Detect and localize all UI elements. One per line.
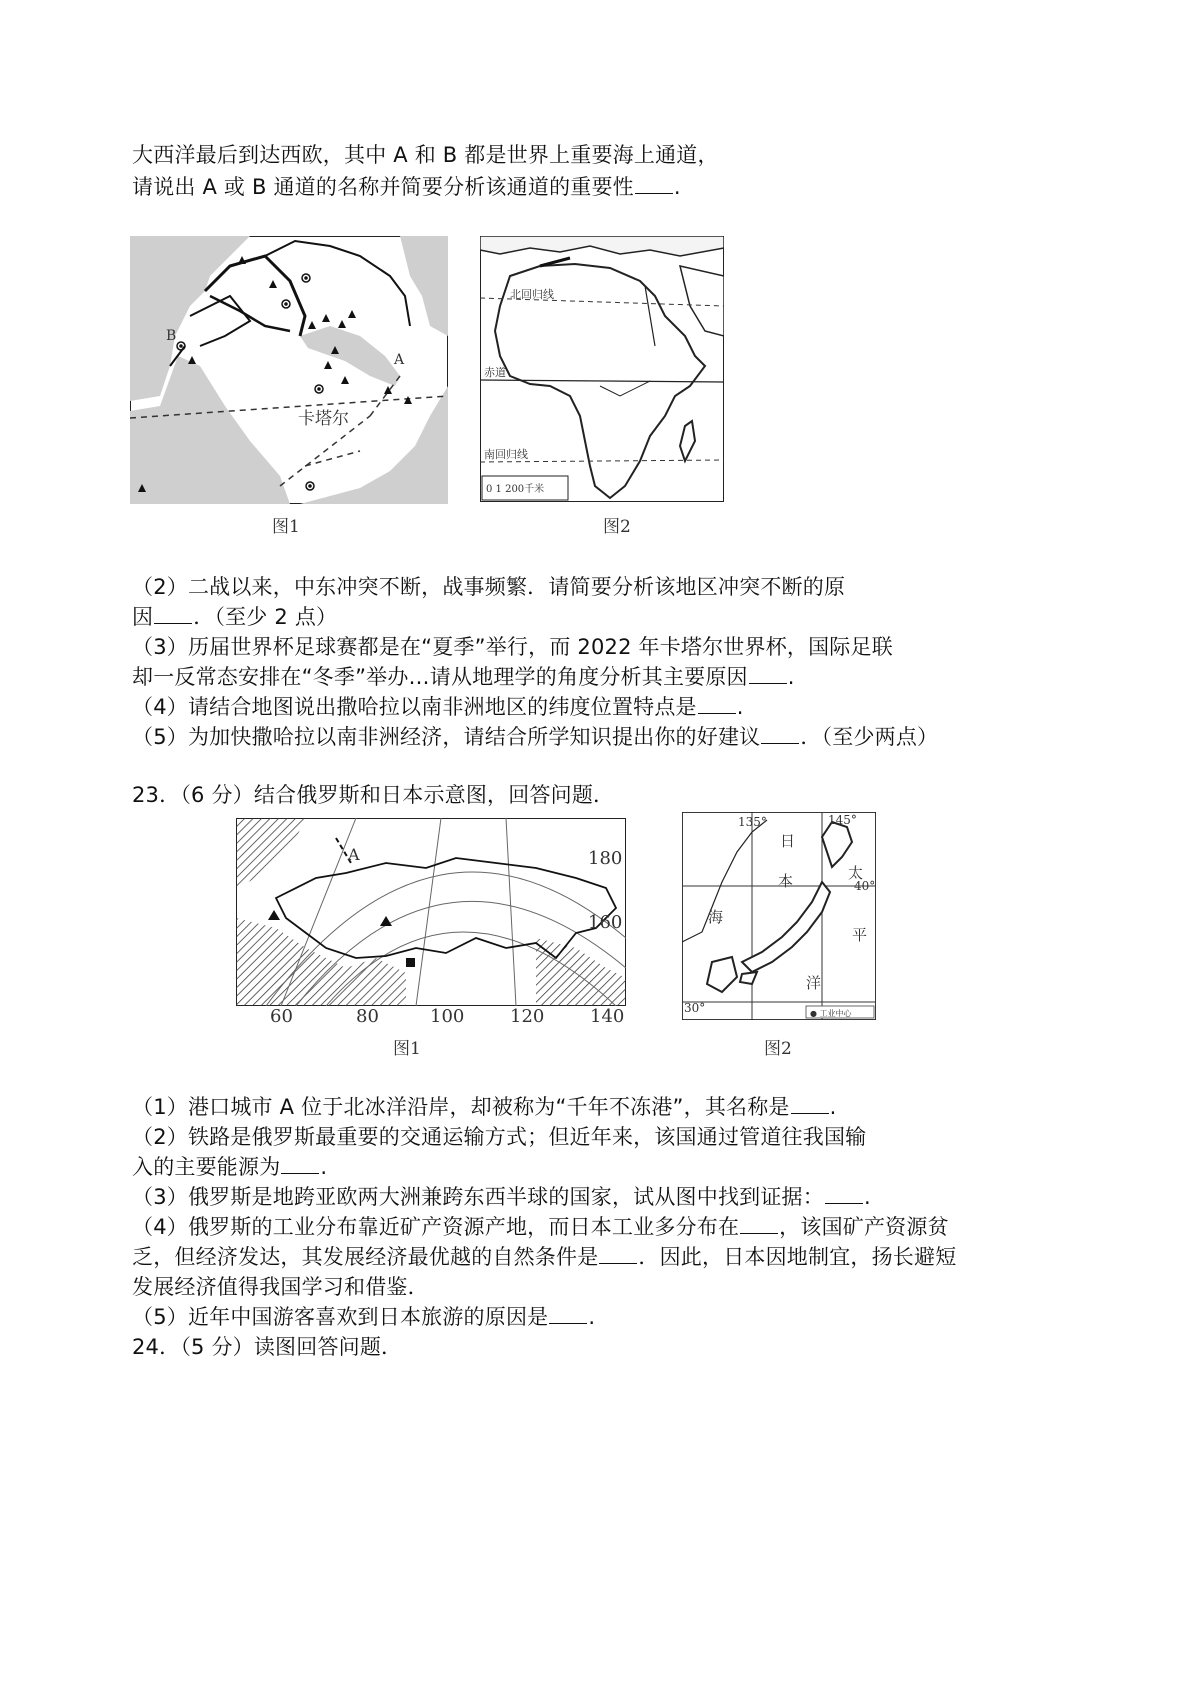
- q23-4-line2: 乏，但经济发达，其发展经济最优越的自然条件是 ．因此，日本因地制宜，扬长避短: [132, 1245, 957, 1269]
- japan-map: [682, 812, 876, 1020]
- label-a: A: [348, 845, 360, 864]
- label-tropic-capricorn: 南回归线: [484, 448, 528, 461]
- sea-char-0: 日: [780, 832, 796, 850]
- fig-japan-caption: 图2: [764, 1039, 792, 1059]
- answer-blank[interactable]: [761, 725, 799, 744]
- answer-blank[interactable]: [549, 1305, 587, 1324]
- ocean-char-1: 平: [852, 926, 868, 944]
- q22-4: （4）请结合地图说出撒哈拉以南非洲地区的纬度位置特点是 .: [132, 695, 744, 719]
- mideast-map: [130, 236, 448, 504]
- answer-blank[interactable]: [281, 1155, 319, 1174]
- label-a: A: [394, 352, 405, 368]
- q23-4-line1: （4）俄罗斯的工业分布靠近矿产资源产地，而日本工业多分布在 ，该国矿产资源贫: [132, 1215, 949, 1239]
- q22-intro-line1: 大西洋最后到达西欧，其中 A 和 B 都是世界上重要海上通道，: [132, 143, 719, 167]
- russia-axis-bottom: [236, 1006, 636, 1030]
- label-equator: 赤道: [484, 366, 506, 379]
- axis-tick: 80: [356, 1006, 379, 1027]
- axis-right-0: 180: [588, 848, 623, 869]
- q23-title: 23．（6 分）结合俄罗斯和日本示意图，回答问题．: [132, 783, 615, 807]
- africa-map: [480, 236, 724, 502]
- answer-blank[interactable]: [698, 695, 736, 714]
- fig-mideast-caption: 图1: [272, 517, 300, 537]
- answer-blank[interactable]: [635, 175, 673, 194]
- lat-30: 30°: [684, 1001, 706, 1015]
- q23-3: （3）俄罗斯是地跨亚欧两大洲兼跨东西半球的国家，试从图中找到证据： .: [132, 1185, 871, 1209]
- q23-5: （5）近年中国游客喜欢到日本旅游的原因是 .: [132, 1305, 596, 1329]
- q23-4-line3: 发展经济值得我国学习和借鉴．: [132, 1275, 429, 1299]
- q22-5: （5）为加快撒哈拉以南非洲经济，请结合所学知识提出你的好建议 ．（至少两点）: [132, 725, 939, 749]
- q22-2-line2: 因 ．（至少 2 点）: [132, 605, 338, 629]
- answer-blank[interactable]: [599, 1245, 637, 1264]
- russia-map: [236, 818, 626, 1006]
- q23-2-line2: 入的主要能源为 .: [132, 1155, 328, 1179]
- axis-tick: 120: [510, 1006, 545, 1027]
- q23-2-line1: （2）铁路是俄罗斯最重要的交通运输方式；但近年来，该国通过管道往我国输: [132, 1125, 867, 1149]
- q22-3-line2: 却一反常态安排在“冬季”举办…请从地理学的角度分析其主要原因 .: [132, 665, 795, 689]
- lon-145: 145°: [828, 813, 857, 827]
- scale-bar: 0 1 200千米: [486, 484, 545, 495]
- axis-tick: 60: [270, 1006, 293, 1027]
- q23-1: （1）港口城市 A 位于北冰洋沿岸，却被称为“千年不冻港”，其名称是 .: [132, 1095, 837, 1119]
- answer-blank[interactable]: [740, 1215, 778, 1234]
- answer-blank[interactable]: [825, 1185, 863, 1204]
- legend-industry-center: ● 工业中心: [810, 1009, 852, 1018]
- axis-right-1: 160: [588, 912, 623, 933]
- lon-135: 135°: [738, 815, 767, 829]
- lat-40: 40°: [854, 879, 876, 893]
- axis-tick: 140: [590, 1006, 625, 1027]
- label-b: B: [166, 328, 177, 344]
- answer-blank[interactable]: [749, 665, 787, 684]
- q22-2-line1: （2）二战以来，中东冲突不断，战事频繁．请简要分析该地区冲突不断的原: [132, 575, 846, 599]
- q22-intro-line2: 请说出 A 或 B 通道的名称并简要分析该通道的重要性 .: [132, 175, 681, 199]
- fig-russia-caption: 图1: [393, 1039, 421, 1059]
- fig-africa-caption: 图2: [603, 517, 631, 537]
- answer-blank[interactable]: [791, 1095, 829, 1114]
- label-qatar: 卡塔尔: [298, 409, 349, 429]
- q22-3-line1: （3）历届世界杯足球赛都是在“夏季”举行，而 2022 年卡塔尔世界杯，国际足联: [132, 635, 893, 659]
- sea-char-1: 本: [778, 872, 794, 890]
- label-tropic-cancer: 北回归线: [510, 288, 554, 301]
- answer-blank[interactable]: [154, 605, 192, 624]
- ocean-char-0: 太: [848, 864, 864, 882]
- axis-tick: 100: [430, 1006, 465, 1027]
- sea-char-2: 海: [708, 908, 724, 926]
- ocean-char-2: 洋: [806, 974, 822, 992]
- q24-title: 24．（5 分）读图回答问题．: [132, 1335, 403, 1359]
